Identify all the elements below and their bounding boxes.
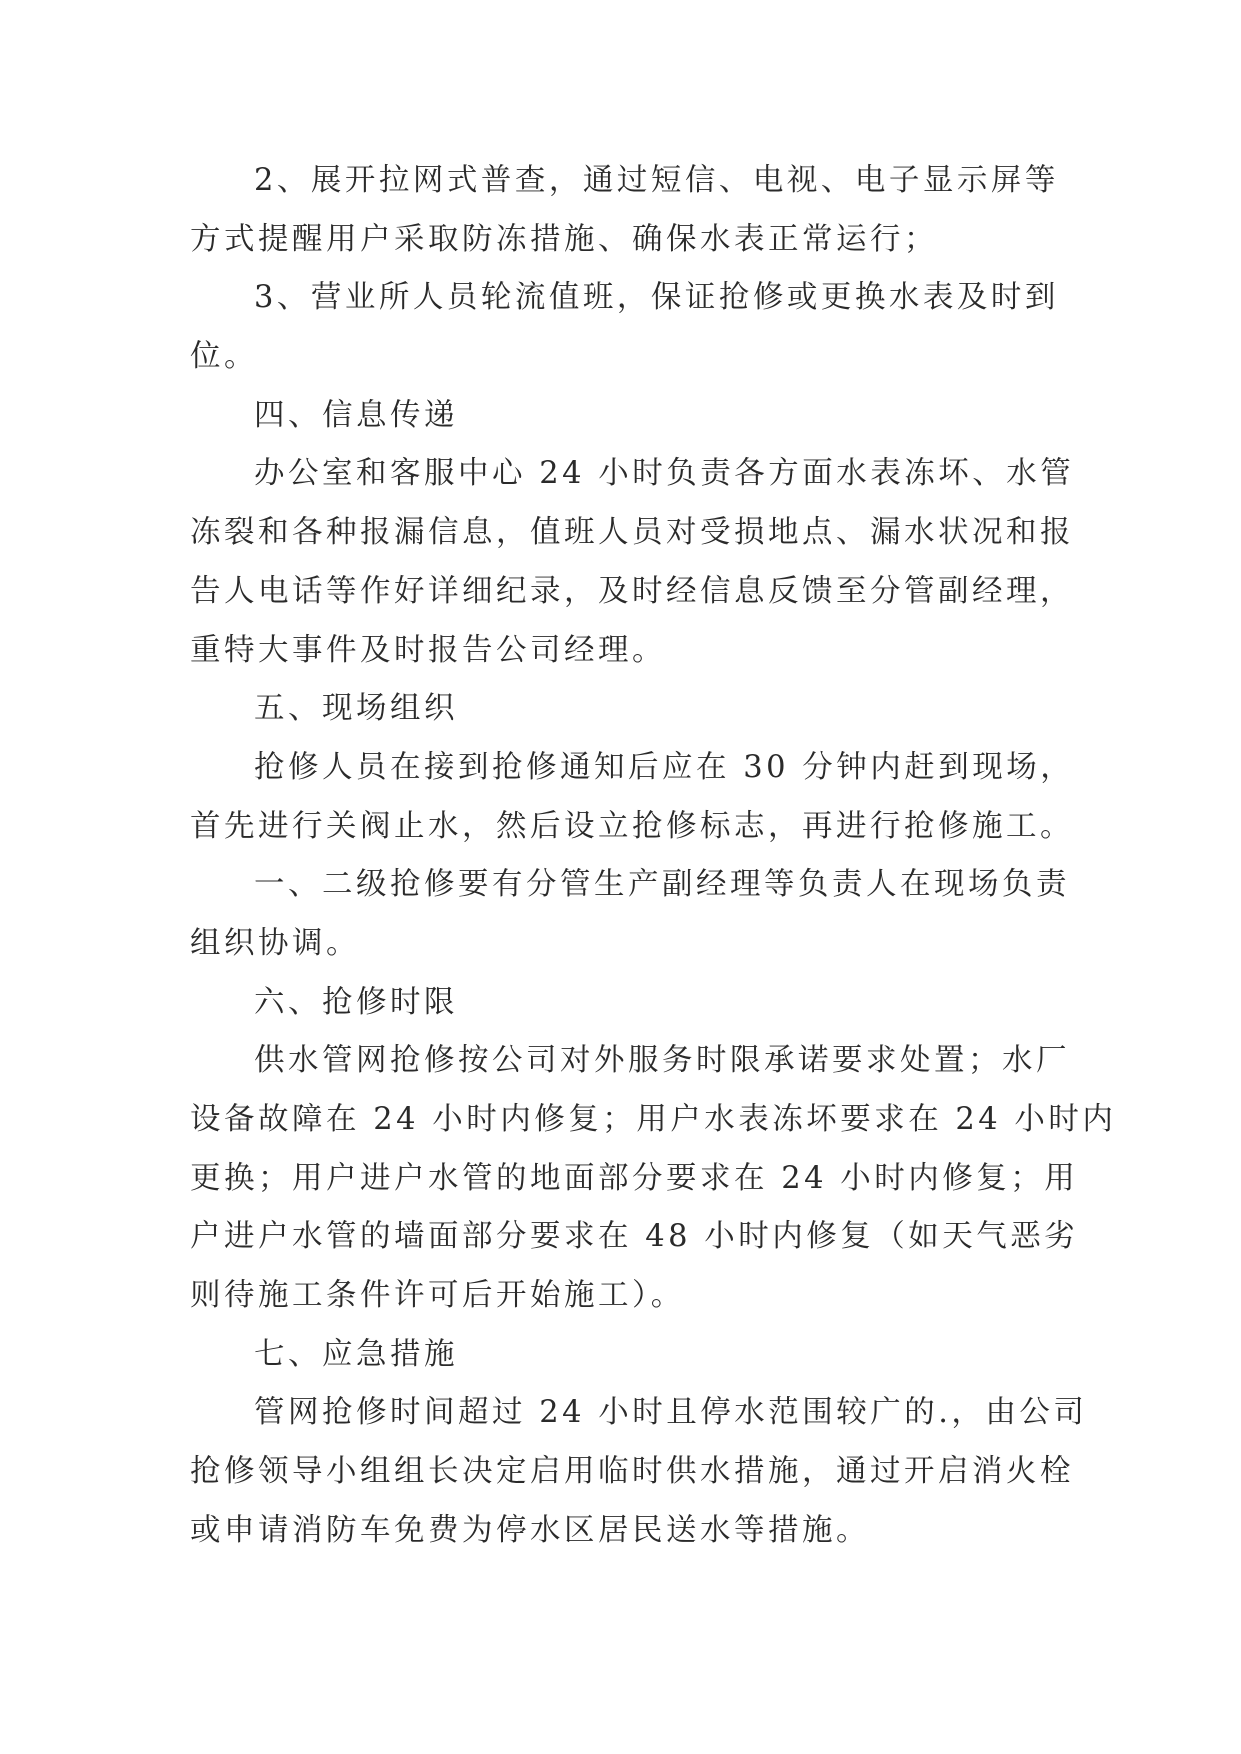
section-heading: 四、信息传递	[254, 397, 458, 433]
text-line: 则待施工条件许可后开始施工）。	[190, 1278, 685, 1314]
text-line: 首先进行关阀止水，然后设立抢修标志，再进行抢修施工。	[190, 808, 1074, 844]
section-heading: 七、应急措施	[254, 1336, 458, 1372]
text-line: 冻裂和各种报漏信息，值班人员对受损地点、漏水状况和报	[190, 515, 1074, 551]
text-line: 户进户水管的墙面部分要求在 48 小时内修复（如天气恶劣	[190, 1219, 1079, 1255]
text-line: 更换；用户进户水管的地面部分要求在 24 小时内修复；用	[190, 1160, 1079, 1196]
text-line: 办公室和客服中心 24 小时负责各方面水表冻坏、水管	[254, 456, 1075, 492]
text-line: 抢修领导小组组长决定启用临时供水措施，通过开启消火栓	[190, 1454, 1074, 1490]
section-heading: 五、现场组织	[254, 691, 458, 727]
text-line: 告人电话等作好详细纪录，及时经信息反馈至分管副经理，	[190, 573, 1074, 609]
text-line: 位。	[190, 339, 258, 375]
text-line: 管网抢修时间超过 24 小时且停水范围较广的.，由公司	[254, 1395, 1088, 1431]
text-line: 重特大事件及时报告公司经理。	[190, 632, 666, 668]
text-line: 一、二级抢修要有分管生产副经理等负责人在现场负责	[254, 867, 1070, 903]
text-line: 组织协调。	[190, 925, 360, 961]
text-line: 供水管网抢修按公司对外服务时限承诺要求处置；水厂	[254, 1043, 1070, 1079]
document-body	[190, 152, 1117, 1561]
section-heading: 六、抢修时限	[254, 984, 458, 1020]
text-line: 方式提醒用户采取防冻措施、确保水表正常运行；	[190, 221, 938, 257]
text-line: 抢修人员在接到抢修通知后应在 30 分钟内赶到现场，	[254, 749, 1075, 785]
text-line: 设备故障在 24 小时内修复；用户水表冻坏要求在 24 小时内	[190, 1102, 1117, 1137]
text-line: 或申请消防车免费为停水区居民送水等措施。	[190, 1512, 870, 1548]
text-line: 2、展开拉网式普查，通过短信、电视、电子显示屏等	[254, 163, 1059, 198]
text-line: 3、营业所人员轮流值班，保证抢修或更换水表及时到	[254, 280, 1059, 316]
